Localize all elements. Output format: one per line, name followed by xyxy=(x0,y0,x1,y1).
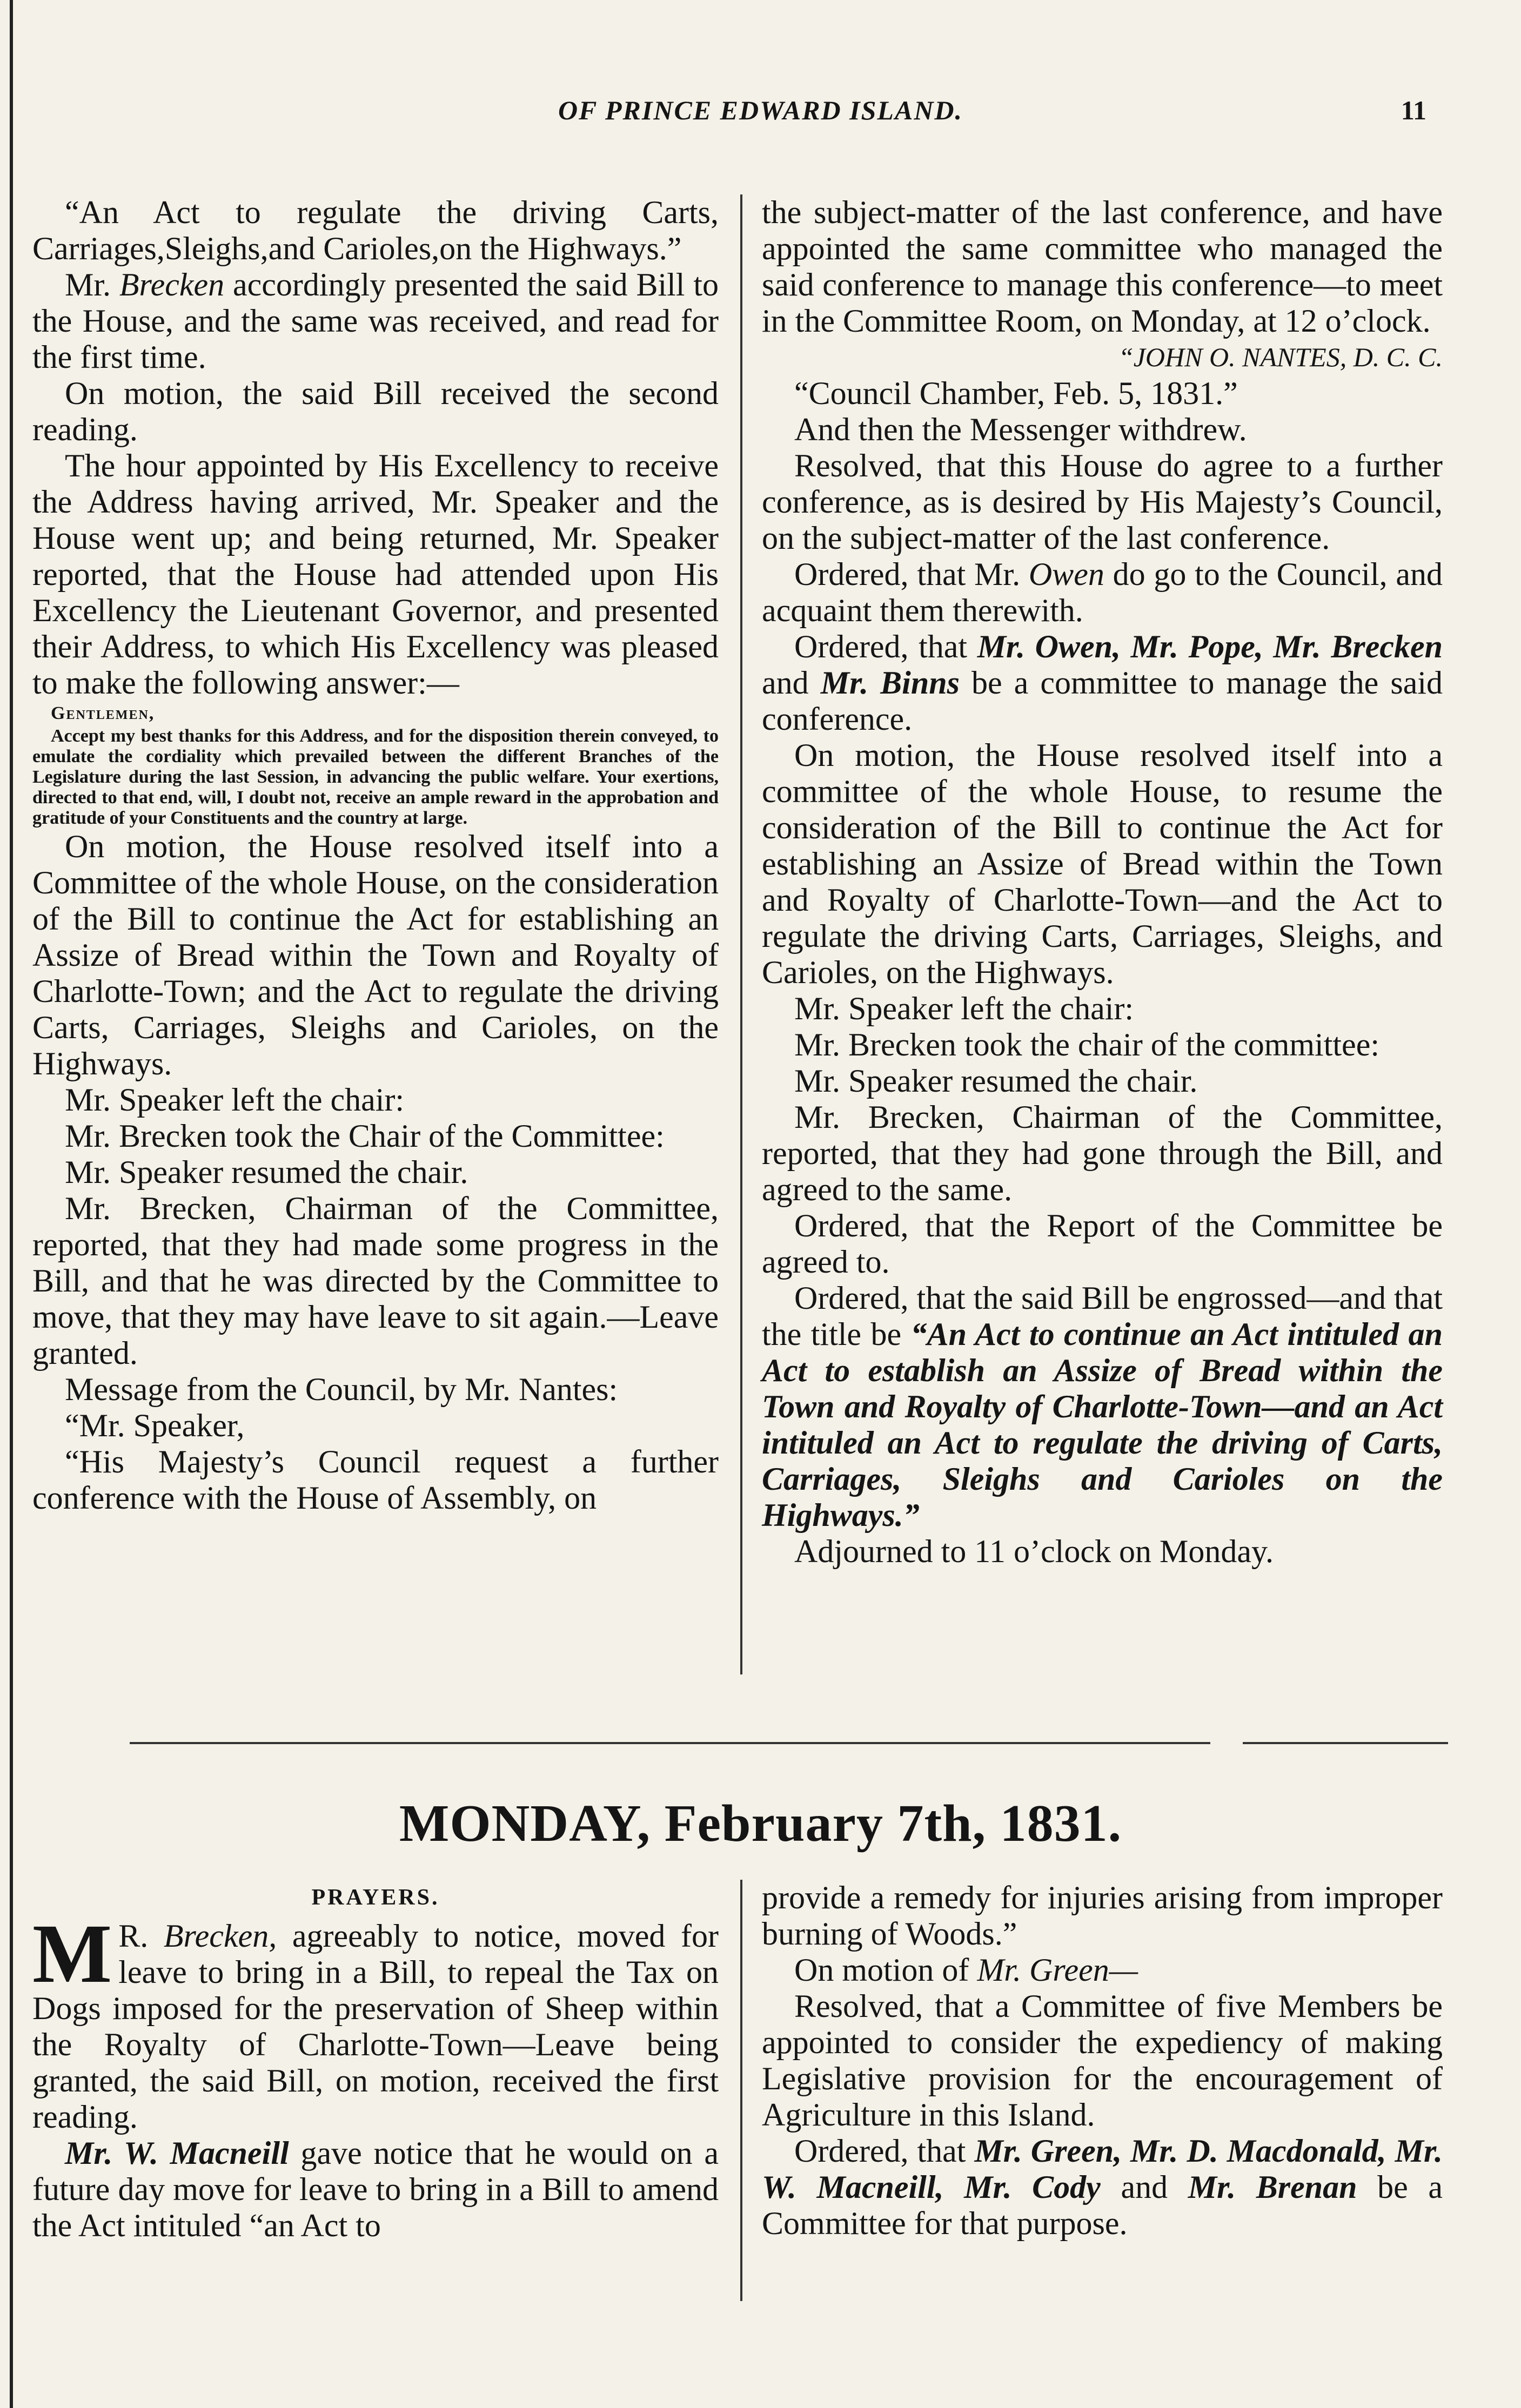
paragraph: On motion, the said Bill received the second reading. xyxy=(32,375,719,447)
drop-cap: M xyxy=(32,1907,112,2000)
names-bold-italic: Mr. Green, Mr. D. Macdonald, Mr. W. Macneill, Mr. Cody xyxy=(762,2133,1443,2205)
paragraph xyxy=(32,267,719,375)
paragraph: Adjourned to 11 o’clock on Monday. xyxy=(794,1533,1274,1569)
paragraph: Mr. Speaker left the chair: xyxy=(65,1082,405,1118)
paragraph: Resolved, that this House do agree to a further conference, as is desired by His Majesty’s Council, on the subject-matter of the last conference. xyxy=(762,448,1443,556)
text-span: Ordered, that xyxy=(794,2133,966,2169)
paragraph: On motion, the House resolved itself into a committee of the whole House, to resume the consideration of the Bill to continue the Act for establishing an Assize of Bread within the Town and Royalty of Charlotte-Town—and the Act to regulate the driving Carts, Carriages, Sleighs, and Carioles, on the Highways. xyxy=(762,737,1443,990)
paragraph: “An Act to regulate the driving Carts, Carriages,Sleighs,and Carioles,on the Highways.” xyxy=(32,194,719,266)
paragraph: And then the Messenger withdrew. xyxy=(794,412,1247,447)
text-span: Mr. xyxy=(65,267,111,302)
name-bold-italic: Mr. Brenan xyxy=(1188,2169,1357,2205)
paragraph xyxy=(32,2135,719,2244)
paragraph: Mr. Speaker resumed the chair. xyxy=(65,1154,468,1190)
paragraph: The hour appointed by His Excellency to receive the Address having arrived, Mr. Speaker and the House went up; and being returned, Mr. Speaker reported, that the House had attended upon His Excellency the Lieutenant Governor, and presented their Address, to which His Excellency was pleased to make the following answer:— xyxy=(32,448,719,701)
text-span: Ordered, that xyxy=(794,629,968,664)
bill-title: “An Act to continue an Act intituled an Act to establish an Assize of Bread within the Town and Royalty of Charlotte-Town—and an Act intituled an Act to regulate the driving of Carts, Carriages, Sleighs and Carioles on the Highways.” xyxy=(762,1316,1443,1533)
paragraph: On motion, the House resolved itself into a Committee of the whole House, on the consideration of the Bill to continue the Act for establishing an Assize of Bread within the Town and Royalty of Charlotte-Town; and the Act to regulate the driving Carts, Carriages, Sleighs and Carioles, on the Highways. xyxy=(32,829,719,1081)
paragraph: the subject-matter of the last conference, and have appointed the same committee who managed the said conference to manage this conference—to meet in the Committee Room, on Monday, at 12 o’clock. xyxy=(762,194,1443,339)
text-span: accordingly presented the said Bill to the House, and the same was received, and read for the first time. xyxy=(32,267,719,375)
name-italic: Mr. Green— xyxy=(977,1952,1138,1988)
text-span: Ordered, that the said Bill be engrossed—and that the title be xyxy=(762,1280,1443,1352)
paragraph: Mr. Brecken took the chair of the committee: xyxy=(794,1027,1379,1062)
paragraph: Resolved, that a Committee of five Members be appointed to consider the expediency of making Legislative provision for the encouragement of Agriculture in this Island. xyxy=(762,1988,1443,2133)
paragraph xyxy=(762,2133,1443,2242)
text-span: do go to the Council, and acquaint them therewith. xyxy=(762,556,1443,628)
paragraph xyxy=(762,1280,1443,1533)
paragraph: “His Majesty’s Council request a further conference with the House of Assembly, on xyxy=(32,1444,719,1516)
paragraph xyxy=(762,556,1443,629)
paragraph: Mr. Speaker resumed the chair. xyxy=(794,1063,1198,1099)
lower-right-column xyxy=(762,1880,1443,2242)
text-span: Ordered, that Mr. xyxy=(794,556,1021,592)
column-divider xyxy=(740,1880,742,2301)
name-bold-italic: Mr. Binns xyxy=(820,665,960,701)
running-title: OF PRINCE EDWARD ISLAND. xyxy=(558,95,963,125)
governor-answer: Accept my best thanks for this Address, and for the disposition therein conveyed, to emulate the cordiality which prevailed between the different Branches of the Legislature during the last Session, in advancing the public welfare. Your exertions, directed to that end, will, I doubt not, receive an ample reward in the approbation and gratitude of your Constituents and the country at large. xyxy=(32,726,719,828)
paragraph: Mr. Brecken, Chairman of the Committee, reported, that they had made some progress in the Bill, and that he was directed by the Committee to move, that they may have leave to sit again.—Leave granted. xyxy=(32,1190,719,1371)
names-bold-italic: Mr. Owen, Mr. Pope, Mr. Brecken xyxy=(977,629,1443,664)
day-heading: MONDAY, February 7th, 1831. xyxy=(399,1794,1122,1853)
paragraph: Ordered, that the Report of the Committee be agreed to. xyxy=(762,1208,1443,1280)
paragraph: “Council Chamber, Feb. 5, 1831.” xyxy=(794,375,1238,411)
text-span: and xyxy=(1121,2169,1168,2205)
text-span: agreeably to notice, moved for leave to bring in a Bill, to repeal the Tax on Dogs imposed for the preservation of Sheep within the Royalty of Charlotte-Town—Leave being granted, the said Bill, on motion, received the first reading. xyxy=(32,1918,719,2135)
paragraph xyxy=(762,1952,1443,1988)
paragraph: Mr. Speaker left the chair: xyxy=(794,991,1134,1026)
paragraph: “Mr. Speaker, xyxy=(65,1408,245,1443)
upper-right-column xyxy=(762,194,1443,1570)
page-number: 11 xyxy=(1401,95,1426,125)
text-span: gave notice that he would on a future day move for leave to bring in a Bill to amend the Act intituled “an Act to xyxy=(32,2135,719,2243)
text-span: be a Committee for that purpose. xyxy=(762,2169,1443,2241)
paragraph xyxy=(762,629,1443,737)
paragraph xyxy=(32,1907,719,2135)
column-divider xyxy=(740,194,742,1674)
name-bold-italic: Mr. W. Macneill xyxy=(65,2135,289,2171)
paragraph: Mr. Brecken took the Chair of the Committee: xyxy=(65,1118,665,1154)
text-span: be a committee to manage the said conference. xyxy=(762,665,1443,737)
section-rule-right xyxy=(1243,1742,1448,1744)
salutation: Gentlemen, xyxy=(51,703,155,723)
paragraph: Message from the Council, by Mr. Nantes: xyxy=(65,1371,618,1407)
section-rule-left xyxy=(130,1742,1210,1744)
name-italic: Brecken, xyxy=(163,1918,277,1954)
prayers-heading: PRAYERS. xyxy=(311,1885,440,1910)
text-span: and xyxy=(762,665,809,701)
upper-left-column xyxy=(32,194,719,1516)
name-italic: Owen xyxy=(1028,556,1104,592)
signature: “JOHN O. NANTES, D. C. C. xyxy=(1118,342,1443,372)
name-italic: Brecken xyxy=(119,267,225,302)
paragraph: Mr. Brecken, Chairman of the Committee, reported, that they had gone through the Bill, and agreed to the same. xyxy=(762,1099,1443,1207)
paragraph: provide a remedy for injuries arising from improper burning of Woods.” xyxy=(762,1880,1443,1952)
lower-left-column xyxy=(32,1880,719,2244)
scan-edge-rule xyxy=(10,0,13,2408)
text-span: R. xyxy=(118,1918,149,1954)
text-span: On motion of xyxy=(794,1952,969,1988)
